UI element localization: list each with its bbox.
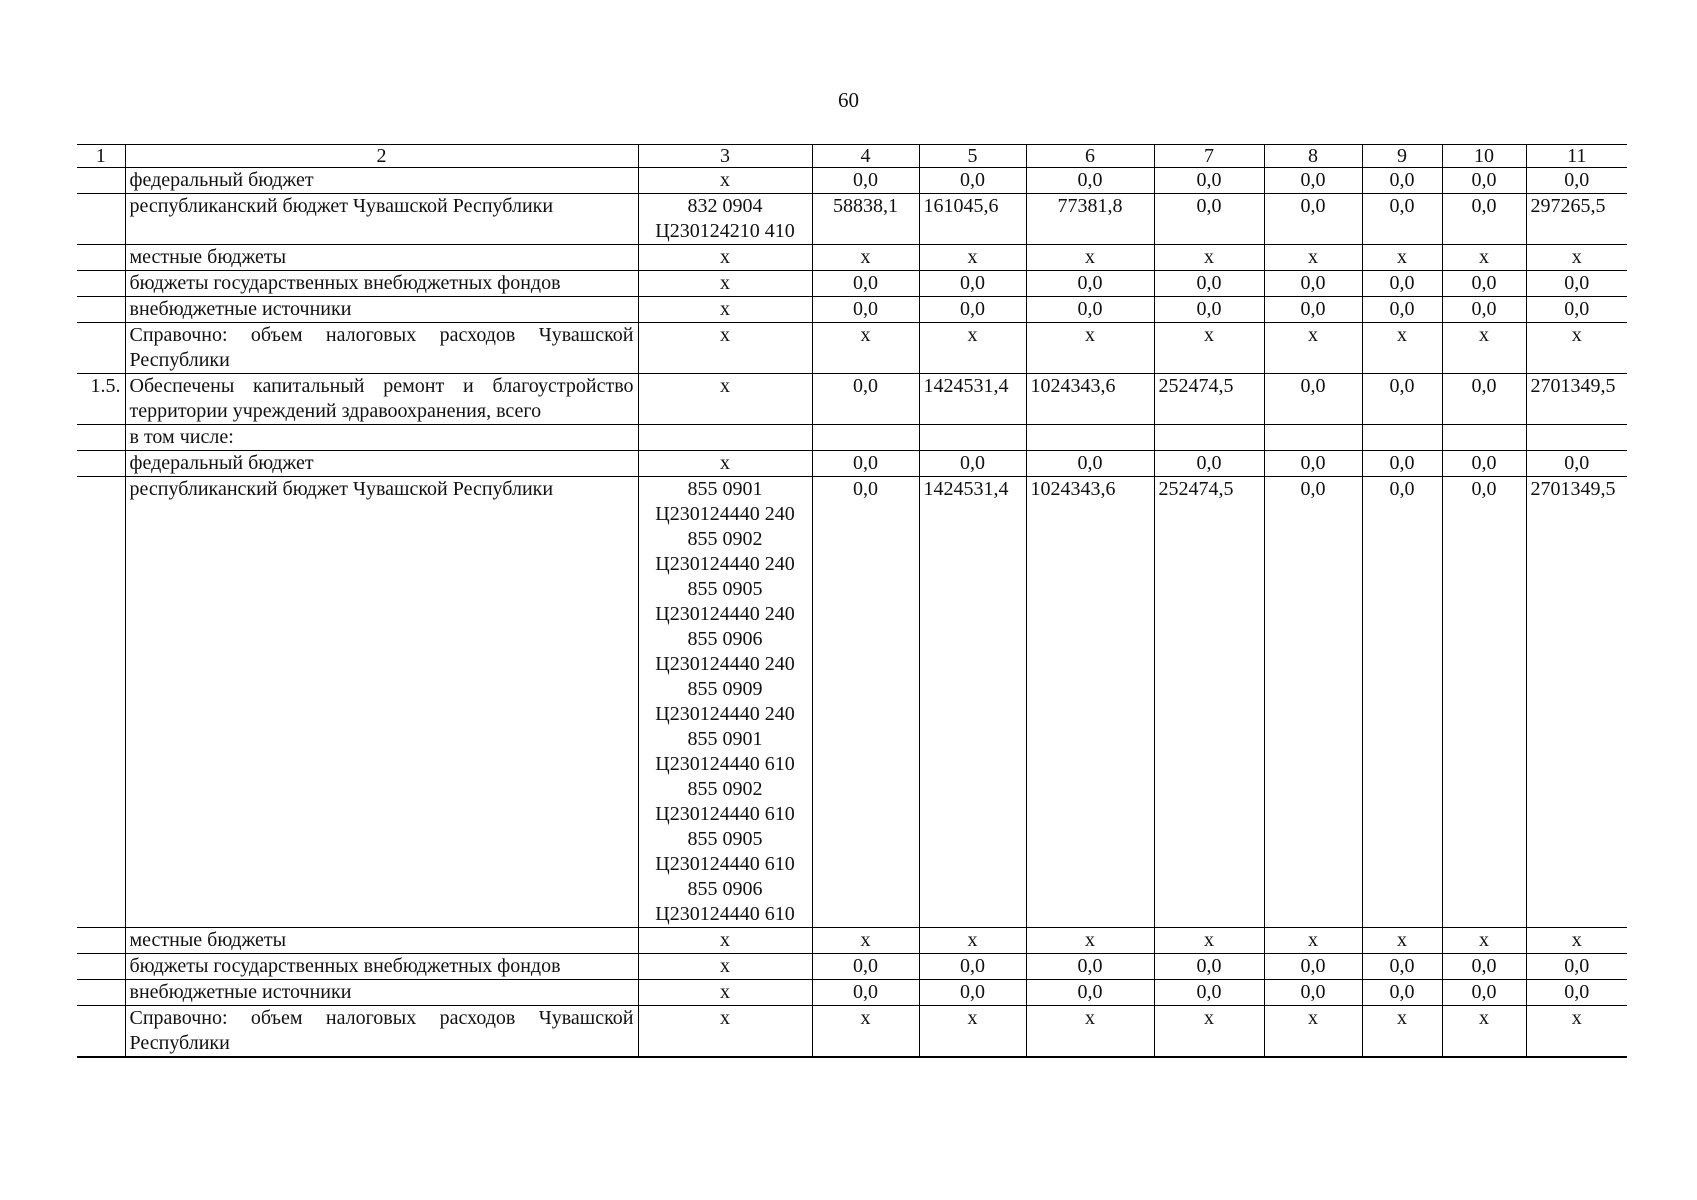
value-cell: х	[919, 928, 1026, 954]
value-cell: х	[1264, 245, 1362, 271]
budget-code-line: х	[720, 298, 730, 320]
value-cell: 58838,1	[812, 194, 919, 245]
value-cell: 0,0	[1442, 980, 1526, 1006]
value-cell: 0,0	[1442, 297, 1526, 323]
budget-code-line: 855 0906	[687, 628, 763, 650]
value-cell: х	[1264, 928, 1362, 954]
value-cell: 0,0	[1442, 954, 1526, 980]
value-cell: 0,0	[812, 271, 919, 297]
table-row	[77, 980, 1627, 1006]
value-cell: 0,0	[919, 271, 1026, 297]
value-cell: 0,0	[1526, 954, 1627, 980]
value-cell: 0,0	[1362, 194, 1442, 245]
table-row	[77, 451, 1627, 477]
budget-code-line: Ц230124440 240	[655, 503, 795, 525]
value-cell: х	[1026, 928, 1154, 954]
item-number-cell	[77, 194, 125, 245]
budget-table-body	[77, 145, 1627, 1058]
item-name-cell: республиканский бюджет Чувашской Республики	[125, 194, 638, 245]
value-cell: х	[1154, 245, 1264, 271]
value-cell	[1526, 425, 1627, 451]
value-cell: 0,0	[1264, 374, 1362, 425]
budget-code-cell	[638, 451, 812, 477]
value-cell: 0,0	[1362, 297, 1442, 323]
value-cell: х	[1026, 1006, 1154, 1058]
item-number-cell	[77, 928, 125, 954]
value-cell: 0,0	[1264, 194, 1362, 245]
budget-code-cell	[638, 928, 812, 954]
table-row	[77, 1006, 1627, 1058]
item-name-cell: Справочно: объем налоговых расходов Чувашской Республики	[125, 1006, 638, 1058]
budget-code-line: Ц230124440 610	[655, 853, 795, 875]
budget-code-line: х	[720, 375, 730, 397]
value-cell: 0,0	[1026, 954, 1154, 980]
value-cell: 0,0	[919, 980, 1026, 1006]
value-cell: 0,0	[1442, 374, 1526, 425]
value-cell: х	[1362, 245, 1442, 271]
item-name-cell: местные бюджеты	[125, 928, 638, 954]
budget-code-line: 832 0904	[687, 195, 763, 217]
value-cell: 1424531,4	[919, 477, 1026, 928]
table-row	[77, 425, 1627, 451]
value-cell: 0,0	[1526, 297, 1627, 323]
value-cell: 0,0	[919, 451, 1026, 477]
item-number-cell	[77, 168, 125, 194]
value-cell: х	[1026, 323, 1154, 374]
value-cell: х	[1154, 928, 1264, 954]
value-cell	[1362, 425, 1442, 451]
budget-table	[77, 144, 1627, 1058]
budget-code-line: 855 0905	[687, 578, 763, 600]
table-row	[77, 297, 1627, 323]
value-cell: 0,0	[1264, 954, 1362, 980]
header-cell: 8	[1264, 145, 1362, 168]
value-cell: 0,0	[1154, 297, 1264, 323]
budget-code-cell	[638, 980, 812, 1006]
item-number-cell	[77, 323, 125, 374]
budget-code-line: 855 0902	[687, 778, 763, 800]
header-cell: 3	[638, 145, 812, 168]
value-cell: 0,0	[1362, 374, 1442, 425]
value-cell: 0,0	[1362, 451, 1442, 477]
item-name-cell: Справочно: объем налоговых расходов Чувашской Республики	[125, 323, 638, 374]
value-cell: 0,0	[812, 451, 919, 477]
value-cell: х	[1442, 1006, 1526, 1058]
budget-code-line: 855 0902	[687, 528, 763, 550]
value-cell: 0,0	[1154, 194, 1264, 245]
budget-code-cell	[638, 194, 812, 245]
value-cell: 0,0	[1362, 168, 1442, 194]
value-cell: х	[1526, 323, 1627, 374]
header-cell: 6	[1026, 145, 1154, 168]
value-cell: 0,0	[812, 477, 919, 928]
table-row	[77, 954, 1627, 980]
budget-code-line: 855 0905	[687, 828, 763, 850]
value-cell: 0,0	[1362, 271, 1442, 297]
budget-code-line: х	[720, 929, 730, 951]
item-name-cell: федеральный бюджет	[125, 168, 638, 194]
header-cell: 1	[77, 145, 125, 168]
value-cell: 0,0	[1154, 271, 1264, 297]
value-cell: 0,0	[919, 168, 1026, 194]
value-cell: 0,0	[919, 297, 1026, 323]
table-row	[77, 168, 1627, 194]
budget-code-cell	[638, 954, 812, 980]
value-cell: х	[1442, 928, 1526, 954]
value-cell	[812, 425, 919, 451]
header-cell: 11	[1526, 145, 1627, 168]
value-cell: х	[1442, 323, 1526, 374]
value-cell: х	[1362, 1006, 1442, 1058]
budget-code-line: Ц230124440 610	[655, 753, 795, 775]
value-cell: х	[1526, 245, 1627, 271]
budget-code-line: 855 0901	[687, 478, 763, 500]
value-cell: 0,0	[1526, 451, 1627, 477]
value-cell	[1264, 425, 1362, 451]
item-number-cell	[77, 451, 125, 477]
table-row	[77, 374, 1627, 425]
value-cell: 0,0	[1526, 980, 1627, 1006]
item-name-cell: в том числе:	[125, 425, 638, 451]
budget-code-line: х	[720, 169, 730, 191]
value-cell: 77381,8	[1026, 194, 1154, 245]
header-cell: 7	[1154, 145, 1264, 168]
item-name-cell: внебюджетные источники	[125, 297, 638, 323]
value-cell: 2701349,5	[1526, 477, 1627, 928]
value-cell: 0,0	[812, 297, 919, 323]
table-row	[77, 477, 1627, 928]
item-name-cell: местные бюджеты	[125, 245, 638, 271]
item-name-cell: бюджеты государственных внебюджетных фондов	[125, 271, 638, 297]
value-cell: 0,0	[1264, 980, 1362, 1006]
item-name-cell: внебюджетные источники	[125, 980, 638, 1006]
page-number: 60	[838, 88, 859, 112]
value-cell: х	[1264, 1006, 1362, 1058]
value-cell: 0,0	[812, 168, 919, 194]
item-number-cell	[77, 954, 125, 980]
budget-code-line: Ц230124440 240	[655, 553, 795, 575]
value-cell: х	[812, 245, 919, 271]
value-cell: 252474,5	[1154, 374, 1264, 425]
budget-code-cell	[638, 425, 812, 451]
budget-code-cell	[638, 271, 812, 297]
budget-code-cell	[638, 297, 812, 323]
header-row	[77, 145, 1627, 168]
budget-code-cell	[638, 477, 812, 928]
item-number-cell	[77, 245, 125, 271]
table-row	[77, 928, 1627, 954]
value-cell: х	[1526, 928, 1627, 954]
budget-code-line: 855 0901	[687, 728, 763, 750]
budget-code-line: 855 0909	[687, 678, 763, 700]
value-cell: 0,0	[1264, 477, 1362, 928]
value-cell	[919, 425, 1026, 451]
item-number-cell: 1.5.	[77, 374, 125, 425]
budget-code-line: Ц230124440 610	[655, 803, 795, 825]
value-cell: 297265,5	[1526, 194, 1627, 245]
budget-code-line: Ц230124440 240	[655, 703, 795, 725]
value-cell: 0,0	[1026, 168, 1154, 194]
item-number-cell	[77, 477, 125, 928]
value-cell: х	[1442, 245, 1526, 271]
value-cell: 0,0	[1264, 451, 1362, 477]
budget-code-line: х	[720, 324, 730, 346]
value-cell: 0,0	[1154, 451, 1264, 477]
value-cell: 0,0	[1526, 168, 1627, 194]
table-row	[77, 194, 1627, 245]
budget-code-line: х	[720, 246, 730, 268]
value-cell	[1442, 425, 1526, 451]
value-cell: 0,0	[1362, 980, 1442, 1006]
value-cell: 0,0	[919, 954, 1026, 980]
budget-code-cell	[638, 374, 812, 425]
value-cell: 0,0	[1026, 297, 1154, 323]
value-cell: 0,0	[1026, 271, 1154, 297]
value-cell: 0,0	[1026, 980, 1154, 1006]
budget-code-line: Ц230124440 610	[655, 903, 795, 925]
budget-code-line: х	[720, 272, 730, 294]
value-cell: 0,0	[812, 954, 919, 980]
value-cell: х	[919, 1006, 1026, 1058]
budget-code-line: х	[720, 452, 730, 474]
item-name-cell: Обеспечены капитальный ремонт и благоустройство территории учреждений здравоохранения, всего	[125, 374, 638, 425]
value-cell: х	[1026, 245, 1154, 271]
value-cell: 2701349,5	[1526, 374, 1627, 425]
value-cell: 0,0	[1154, 980, 1264, 1006]
value-cell: х	[812, 323, 919, 374]
header-cell: 2	[125, 145, 638, 168]
budget-code-cell	[638, 323, 812, 374]
header-cell: 9	[1362, 145, 1442, 168]
budget-code-line: х	[720, 981, 730, 1003]
table-row	[77, 245, 1627, 271]
value-cell: 0,0	[1154, 168, 1264, 194]
value-cell: 1424531,4	[919, 374, 1026, 425]
item-number-cell	[77, 425, 125, 451]
item-name-cell: бюджеты государственных внебюджетных фондов	[125, 954, 638, 980]
value-cell: 0,0	[1154, 954, 1264, 980]
value-cell: 0,0	[1264, 168, 1362, 194]
value-cell: х	[1154, 323, 1264, 374]
item-name-cell: республиканский бюджет Чувашской Республики	[125, 477, 638, 928]
value-cell: 0,0	[1442, 477, 1526, 928]
value-cell: 0,0	[1442, 451, 1526, 477]
value-cell: х	[1154, 1006, 1264, 1058]
value-cell: 252474,5	[1154, 477, 1264, 928]
budget-code-cell	[638, 168, 812, 194]
value-cell	[1026, 425, 1154, 451]
budget-code-line: х	[720, 1007, 730, 1029]
value-cell: х	[919, 323, 1026, 374]
value-cell: х	[812, 1006, 919, 1058]
value-cell: 1024343,6	[1026, 374, 1154, 425]
budget-code-cell	[638, 245, 812, 271]
value-cell: 0,0	[1442, 194, 1526, 245]
budget-code-line: Ц230124440 240	[655, 603, 795, 625]
item-number-cell	[77, 271, 125, 297]
budget-code-cell	[638, 1006, 812, 1058]
table-row	[77, 271, 1627, 297]
value-cell: 0,0	[1026, 451, 1154, 477]
item-number-cell	[77, 980, 125, 1006]
value-cell: 0,0	[1362, 954, 1442, 980]
header-cell: 4	[812, 145, 919, 168]
value-cell: 0,0	[812, 980, 919, 1006]
value-cell: 0,0	[1264, 271, 1362, 297]
item-name-cell: федеральный бюджет	[125, 451, 638, 477]
budget-code-line: Ц230124440 240	[655, 653, 795, 675]
value-cell: 0,0	[1526, 271, 1627, 297]
value-cell: 0,0	[812, 374, 919, 425]
value-cell: 0,0	[1264, 297, 1362, 323]
budget-code-line: 855 0906	[687, 878, 763, 900]
value-cell: 0,0	[1442, 271, 1526, 297]
value-cell: 0,0	[1362, 477, 1442, 928]
value-cell: 0,0	[1442, 168, 1526, 194]
budget-code-line: х	[720, 955, 730, 977]
value-cell: х	[1526, 1006, 1627, 1058]
value-cell	[1154, 425, 1264, 451]
value-cell: х	[1362, 323, 1442, 374]
value-cell: 161045,6	[919, 194, 1026, 245]
header-cell: 10	[1442, 145, 1526, 168]
item-number-cell	[77, 1006, 125, 1058]
value-cell: х	[812, 928, 919, 954]
budget-code-line: Ц230124210 410	[655, 220, 795, 242]
value-cell: 1024343,6	[1026, 477, 1154, 928]
table-row	[77, 323, 1627, 374]
value-cell: х	[1264, 323, 1362, 374]
value-cell: х	[919, 245, 1026, 271]
item-number-cell	[77, 297, 125, 323]
header-cell: 5	[919, 145, 1026, 168]
value-cell: х	[1362, 928, 1442, 954]
